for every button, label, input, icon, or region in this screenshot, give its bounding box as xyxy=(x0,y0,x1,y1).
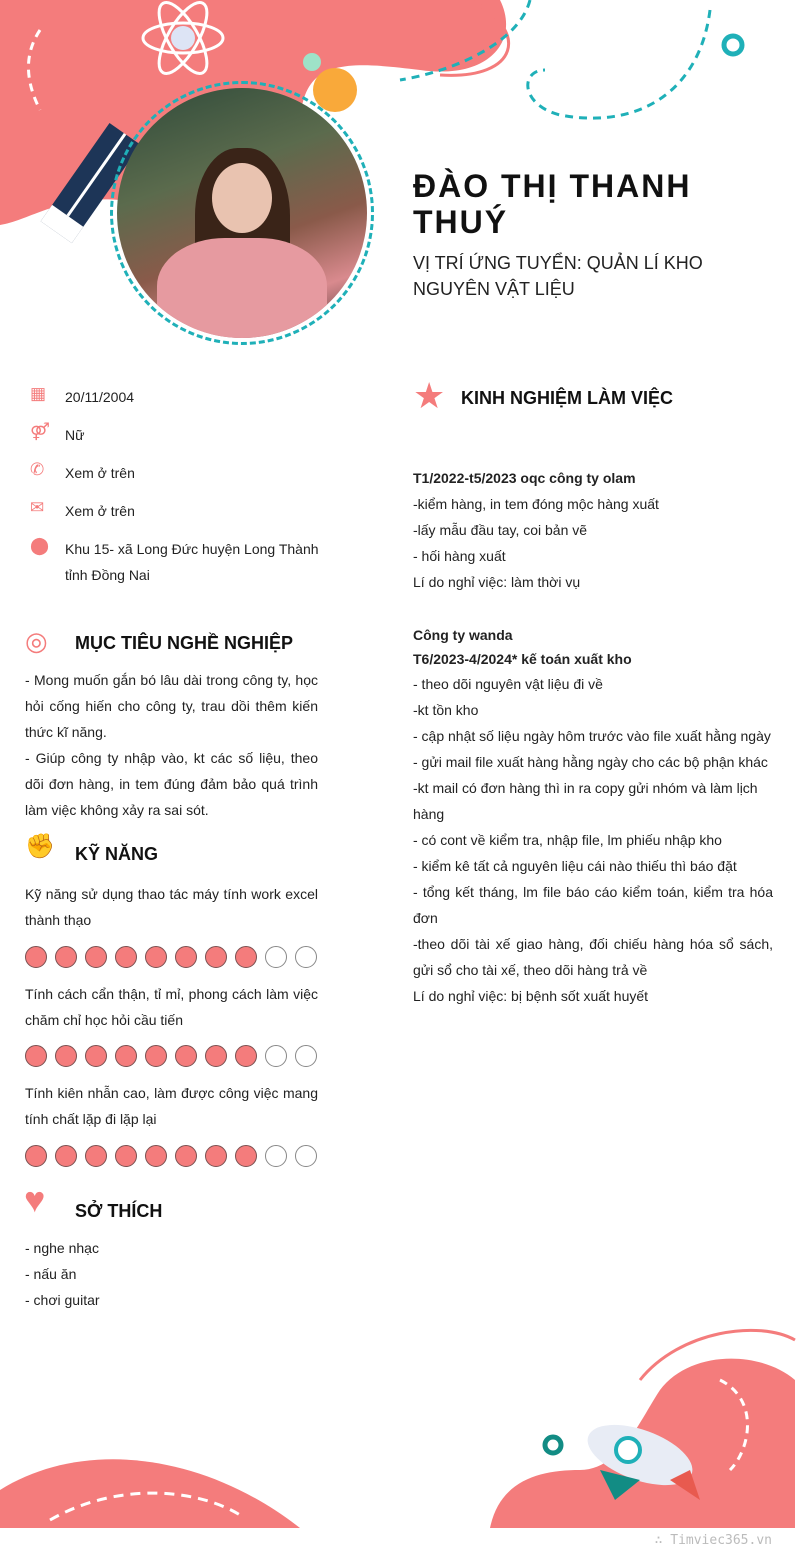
birthday-row: ▦ 20/11/2004 xyxy=(30,384,330,410)
calendar-icon: ▦ xyxy=(30,384,47,403)
rating-dot-filled xyxy=(85,1145,107,1167)
target-icon: ◎ xyxy=(25,626,48,656)
objective-text: - Mong muốn gắn bó lâu dài trong công ty, học hỏi cống hiến cho công ty, trau dồi thêm kiến thức kĩ năng. - Giúp công ty nhập vào, kt các số liệu, theo dõi đơn hàng, in tem đúng đảm bảo quá trình làm việc không xảy ra sai sót. xyxy=(25,672,318,818)
rating-dot-filled xyxy=(55,1145,77,1167)
rating-dot-filled xyxy=(115,1145,137,1167)
job-entry: Công ty wanda T6/2023-4/2024* kế toán xuất kho - theo dõi nguyên vật liệu đi về -kt tồn kho - cập nhật số liệu ngày hôm trước vào file xuất hằng ngày - gửi mail file xuất hàng hằng ngày cho các bộ phận khác -kt mail có đơn hàng thì in ra copy gửi nhóm và làm lịch hàng - có cont về kiểm tra, nhập file, lm phiếu nhập kho - kiểm kê tất cả nguyên liệu cái nào thiếu thì báo đặt - tổng kết tháng, lm file báo cáo kiểm toán, kiểm tra hóa đơn -theo dõi tài xế giao hàng, đối chiếu hàng hóa sổ sách, gửi sổ cho tài xế, theo dõi hàng trả về Lí do nghỉ việc: bị bệnh sốt xuất huyết xyxy=(413,627,773,1004)
photo-ring xyxy=(110,81,374,345)
experience-title: KINH NGHIỆM LÀM VIỆC xyxy=(461,388,674,408)
gender-icon: ⚤ xyxy=(30,422,50,441)
rating-dot-filled xyxy=(25,1145,47,1167)
skill-rating xyxy=(25,1145,317,1167)
skills-title: KỸ NĂNG xyxy=(75,844,159,864)
applied-position: VỊ TRÍ ỨNG TUYỂN: QUẢN LÍ KHO NGUYÊN VẬT LIỆU xyxy=(413,253,703,299)
rating-dot-empty xyxy=(265,946,287,968)
hobbies-title: SỞ THÍCH xyxy=(75,1201,163,1221)
rating-dot-filled xyxy=(205,946,227,968)
rating-dot-empty xyxy=(295,946,317,968)
skill-name: Kỹ năng sử dụng thao tác máy tính work excel thành thạo xyxy=(25,886,318,928)
email-row: ✉ Xem ở trên xyxy=(30,498,330,524)
skill-rating xyxy=(25,946,317,968)
skill-rating xyxy=(25,1045,317,1067)
rating-dot-filled xyxy=(175,1045,197,1067)
rating-dot-filled xyxy=(235,1145,257,1167)
rating-dot-filled xyxy=(145,1145,167,1167)
objective-title: MỤC TIÊU NGHỀ NGHIỆP xyxy=(75,633,294,653)
rating-dot-filled xyxy=(205,1045,227,1067)
rating-dot-empty xyxy=(295,1045,317,1067)
gender-row: ⚤ Nữ xyxy=(30,422,330,448)
hobby-item: - chơi guitar xyxy=(25,1292,100,1308)
rating-dot-empty xyxy=(265,1145,287,1167)
rating-dot-filled xyxy=(55,1045,77,1067)
fist-icon: ✊ xyxy=(25,833,55,860)
heart-icon: ♥ xyxy=(24,1179,46,1220)
email-icon: ✉ xyxy=(30,498,45,517)
rating-dot-filled xyxy=(175,1145,197,1167)
rating-dot-filled xyxy=(175,946,197,968)
rating-dot-filled xyxy=(85,1045,107,1067)
candidate-name: ĐÀO THỊ THANH THUÝ xyxy=(413,168,692,240)
phone-row: ✆ Xem ở trên xyxy=(30,460,330,486)
phone-icon: ✆ xyxy=(30,460,45,479)
rating-dot-filled xyxy=(85,946,107,968)
rating-dot-empty xyxy=(265,1045,287,1067)
hobby-item: - nghe nhạc xyxy=(25,1240,99,1256)
rating-dot-filled xyxy=(235,1045,257,1067)
hobby-item: - nấu ăn xyxy=(25,1266,77,1282)
rating-dot-filled xyxy=(145,1045,167,1067)
rating-dot-filled xyxy=(115,1045,137,1067)
address-row: ⬤ Khu 15- xã Long Đức huyện Long Thành tỉnh Đồng Nai xyxy=(30,536,330,588)
rating-dot-empty xyxy=(295,1145,317,1167)
rating-dot-filled xyxy=(235,946,257,968)
rating-dot-filled xyxy=(205,1145,227,1167)
skill-name: Tính kiên nhẫn cao, làm được công việc mang tính chất lặp đi lặp lại xyxy=(25,1085,318,1127)
hobbies-list xyxy=(25,1235,100,1313)
rating-dot-filled xyxy=(25,1045,47,1067)
rating-dot-filled xyxy=(55,946,77,968)
skill-name: Tính cách cẩn thận, tỉ mỉ, phong cách làm việc chăm chỉ học hỏi cầu tiến xyxy=(25,986,318,1028)
experience-list xyxy=(413,465,773,1009)
rating-dot-filled xyxy=(115,946,137,968)
watermark: ∴ Timviec365.vn xyxy=(654,1533,772,1548)
rating-dot-filled xyxy=(145,946,167,968)
star-icon: ★ xyxy=(413,375,446,416)
job-entry: T1/2022-t5/2023 oqc công ty olam -kiểm hàng, in tem đóng mộc hàng xuất -lấy mẫu đầu tay, coi bản vẽ - hối hàng xuất Lí do nghỉ việc: làm thời vụ xyxy=(413,470,659,590)
rating-dot-filled xyxy=(25,946,47,968)
location-pin-icon: ⬤ xyxy=(30,536,50,555)
